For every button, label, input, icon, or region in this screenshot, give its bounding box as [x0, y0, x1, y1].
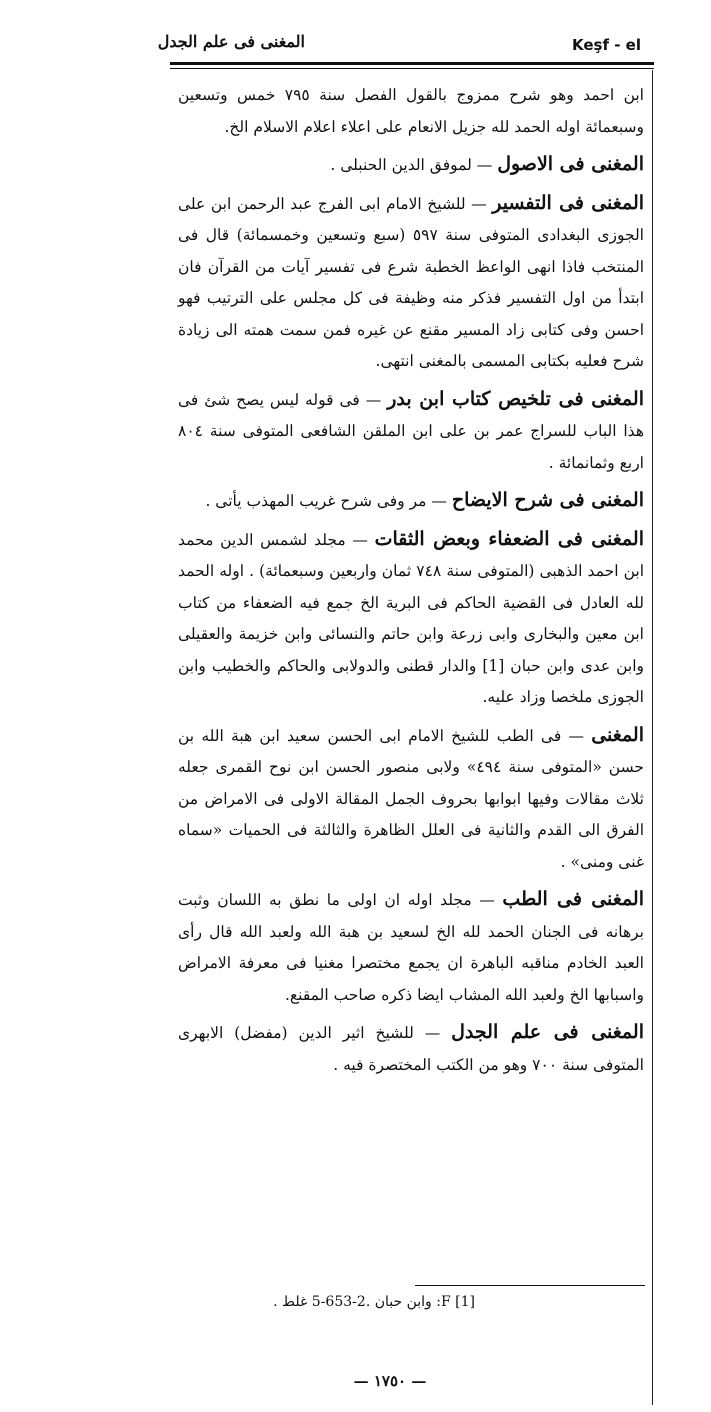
- page-number: — ١٧٥٠ —: [353, 1372, 427, 1390]
- entry-title: المغنى: [591, 723, 644, 746]
- paragraph: [178, 80, 644, 143]
- footnote-rule: [415, 1285, 645, 1286]
- entry-body: — مجلد اوله ان اولى ما نطق به اللسان وثبت برهانه فى الجنان الحمد لله الخ لسعيد بن هبة الله ولعبد الله قال رأى العبد الخادم مناقبه الباهرة ان يجمع مختصرا مغنيا فى معرفة الامراض واسبابها الخ ولعبد الله المشاب ايضا ذكره صاحب المقنع.: [178, 891, 644, 1004]
- header-rule-thin: [170, 68, 654, 69]
- entry-body: — مر وفى شرح غريب المهذب يأتى .: [205, 492, 447, 510]
- entry: [178, 149, 644, 182]
- entry-title: المغنى فى التفسير: [492, 191, 645, 214]
- header-right: المغنى فى علم الجدل: [157, 32, 305, 51]
- entry: [178, 720, 644, 879]
- entry: [178, 1017, 644, 1081]
- paragraph-body: ابن احمد وهو شرح ممزوج بالقول الفصل سنة ٧٩٥ خمس وتسعين وسبعمائة اوله الحمد لله جزيل الانعام على اعلاء اعلام الاسلام الخ.: [178, 86, 644, 136]
- entry-body: — فى الطب للشيخ الامام ابى الحسن سعيد ابن هبة الله بن حسن «المتوفى سنة ٤٩٤» ولابى منصور الحسن ابن نوح القمرى جعله ثلاث مقالات وفيها ابوابها بحروف الجمل المقالة الاولى فى الامراض من الفرق الى القدم والثانية فى العلل الظاهرة والثالثة فى الحميات «سماه غنى ومنى» .: [178, 726, 644, 871]
- entry-body: — لموفق الدين الحنبلى .: [330, 156, 493, 174]
- column-rule: [652, 70, 653, 1405]
- entry-title: المغنى فى علم الجدل: [451, 1021, 644, 1043]
- entry: [178, 524, 644, 714]
- entry-title: المغنى فى تلخيص كتاب ابن بدر: [387, 387, 644, 410]
- entry-body: — للشيخ اثير الدين (مفضل) الابهرى المتوفى سنة ٧٠٠ وهو من الكتب المختصرة فيه .: [178, 1024, 644, 1074]
- entry-body: — للشيخ الامام ابى الفرج عبد الرحمن ابن على الجوزى البغدادى المتوفى سنة ٥٩٧ (سبع وتسعين وخمسمائة) قال فى المنتخب فاذا انهى الواعظ الخطبة شرع فى تفسير آيات من القرآن فان ابتدأ من اول التفسير فذكر منه وظيفة فى كل مجلس على الترتيب فهو احسن وفى كتابى زاد المسير مقنع عن غيره فمن سمت همته الى زيادة شرح فعليه بكتابى المسمى بالمغنى انتهى.: [178, 194, 644, 370]
- entry: [178, 884, 644, 1011]
- entry-title: المغنى فى الاصول: [497, 153, 644, 175]
- header-rule-thick: [170, 62, 654, 65]
- header-left: Keşf - el: [572, 36, 641, 54]
- entry: [178, 188, 644, 378]
- entry-body: — مجلد لشمس الدين محمد ابن احمد الذهبى (المتوفى سنة ٧٤٨ ثمان واربعين وسبعمائة) . اوله الحمد لله العادل فى القضية الحاكم فى البرية الخ جمع فيه الضعفاء من كتاب ابن معين والبخارى وابى زرعة وابن حاتم والنسائى وابن خزيمة والعقيلى وابن عدى وابن حبان [1] والدار قطنى والدولابى والحاكم والخطيب وابن الجوزى ملخصا وزاد عليه.: [178, 530, 645, 706]
- entry-body: — فى قوله ليس يصح شئ فى هذا الباب للسراج عمر بن على ابن الملقن الشافعى المتوفى سنة ٨٠٤ اربع وثمانمائة .: [178, 390, 644, 472]
- entry: [178, 485, 644, 518]
- footnote: [1] F: وابن حبان .2-653-5 غلط .: [273, 1294, 475, 1310]
- entry-title: المغنى فى شرح الايضاح: [451, 489, 644, 511]
- entry: [178, 384, 644, 480]
- entry-title: المغنى فى الطب: [502, 888, 644, 910]
- main-text: [178, 80, 644, 1085]
- entry-title: المغنى فى الضعفاء وبعض الثقات: [374, 527, 644, 550]
